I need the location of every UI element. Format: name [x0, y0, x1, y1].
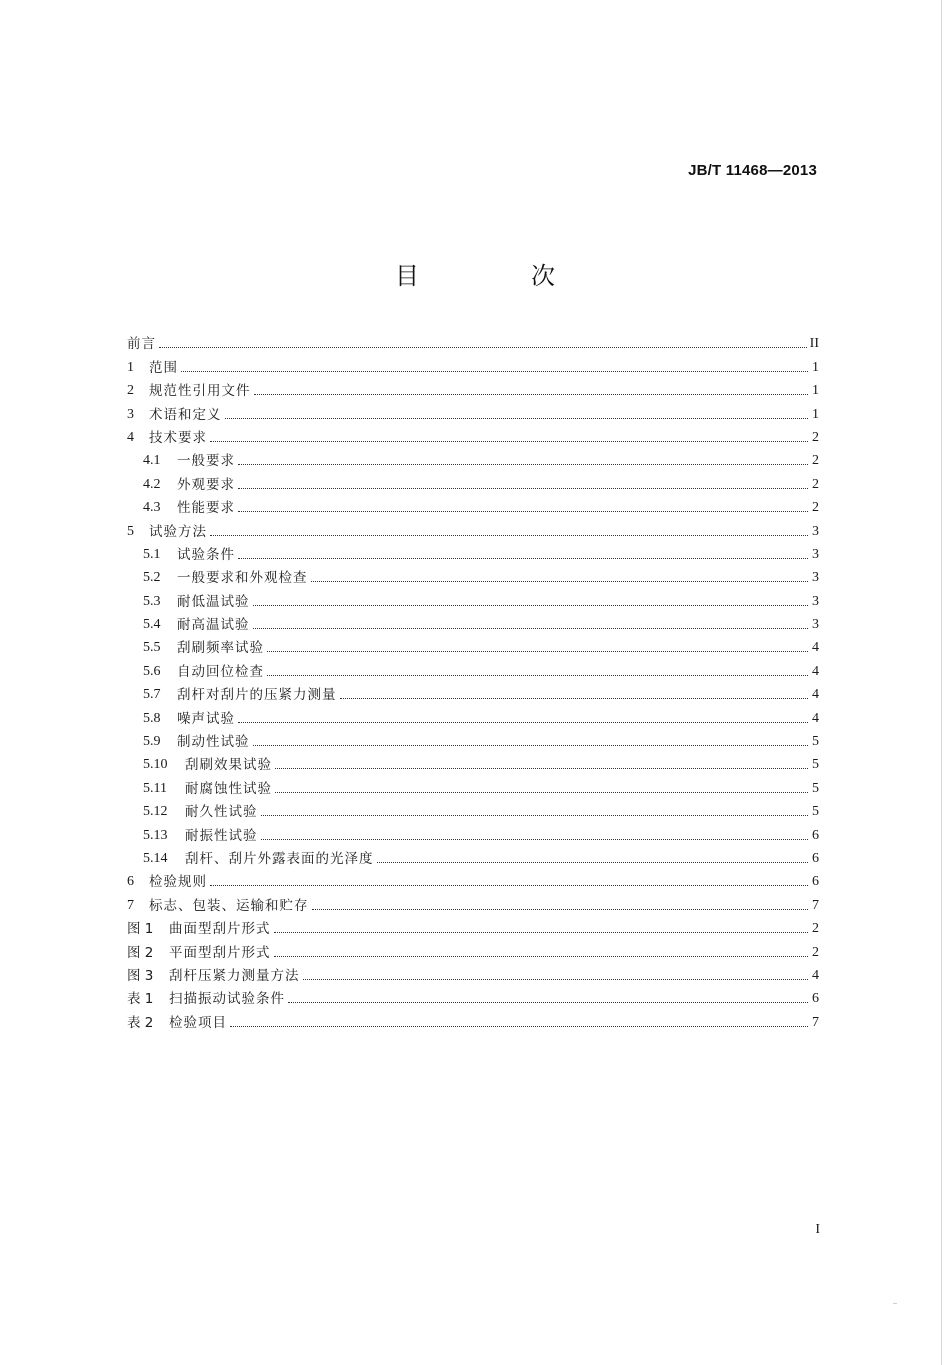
- toc-entry-number: 4.2: [143, 476, 161, 492]
- toc-entry-label: 耐久性试验: [185, 804, 258, 821]
- toc-entry-label: 试验条件: [177, 546, 235, 563]
- toc-entry-page: 5: [812, 804, 819, 820]
- toc-entry[interactable]: [127, 493, 819, 516]
- toc-entry[interactable]: [127, 961, 819, 984]
- toc-entry-label: 曲面型刮片形式: [169, 921, 271, 938]
- toc-entry-label: 性能要求: [177, 500, 235, 517]
- toc-entry-number: 5.13: [143, 827, 168, 843]
- dot-leader: [238, 464, 808, 465]
- dot-leader: [253, 605, 809, 606]
- toc-entry-page: 6: [812, 850, 819, 866]
- toc-entry[interactable]: [127, 563, 819, 586]
- toc-entry-page: 5: [812, 757, 819, 773]
- toc-entry-page: 4: [812, 663, 819, 679]
- toc-entry-page: 2: [812, 429, 819, 445]
- toc-entry-page: 2: [812, 476, 819, 492]
- toc-entry-number: 5.4: [143, 617, 161, 633]
- toc-entry-page: 4: [812, 687, 819, 703]
- scan-speck: [893, 1303, 897, 1304]
- toc-entry[interactable]: [127, 586, 819, 609]
- dot-leader: [210, 441, 808, 442]
- toc-entry-page: 2: [812, 921, 819, 937]
- dot-leader: [261, 815, 809, 816]
- dot-leader: [274, 956, 809, 957]
- toc-entry-label: 耐振性试验: [185, 827, 258, 844]
- toc-entry-label: 刮刷频率试验: [177, 640, 264, 657]
- toc-entry-label: 术语和定义: [149, 406, 222, 423]
- toc-entry-number: 2: [127, 383, 134, 399]
- toc-entry[interactable]: [127, 773, 819, 796]
- dot-leader: [340, 698, 809, 699]
- toc-entry-number: 5.12: [143, 804, 168, 820]
- dot-leader: [159, 347, 807, 348]
- dot-leader: [377, 862, 809, 863]
- toc-entry-number: 5.7: [143, 687, 161, 703]
- toc-entry-page: 6: [812, 991, 819, 1007]
- toc-entry-number: 4: [127, 429, 134, 445]
- toc-entry-page: 3: [812, 570, 819, 586]
- dot-leader: [238, 722, 808, 723]
- toc-entry-label: 耐腐蚀性试验: [185, 780, 272, 797]
- toc-entry-page: 4: [812, 640, 819, 656]
- toc-entry[interactable]: [127, 329, 819, 352]
- toc-entry-number: 5.3: [143, 593, 161, 609]
- toc-entry-page: 1: [812, 406, 819, 422]
- dot-leader: [288, 1002, 808, 1003]
- toc-entry-page: 5: [812, 734, 819, 750]
- dot-leader: [274, 932, 809, 933]
- toc-entry[interactable]: [127, 750, 819, 773]
- toc-title: 目 次: [395, 262, 599, 290]
- toc-entry[interactable]: [127, 399, 819, 422]
- dot-leader: [181, 371, 808, 372]
- toc-entry-label: 范围: [149, 359, 178, 376]
- toc-entry[interactable]: [127, 540, 819, 563]
- toc-entry-label: 耐高温试验: [177, 617, 250, 634]
- dot-leader: [238, 488, 808, 489]
- dot-leader: [210, 535, 808, 536]
- toc-entry-number: 1: [127, 359, 134, 375]
- toc-entry-number: 3: [127, 406, 134, 422]
- page-edge: [941, 0, 942, 1365]
- toc-entry-label: 技术要求: [149, 429, 207, 446]
- toc-entry-label: 一般要求: [177, 453, 235, 470]
- standard-code: JB/T 11468—2013: [688, 162, 817, 179]
- toc-entry-page: 2: [812, 453, 819, 469]
- toc-entry[interactable]: [127, 469, 819, 492]
- toc-entry[interactable]: [127, 844, 819, 867]
- toc-entry-number: 5.11: [143, 780, 167, 796]
- toc-entry-page: 6: [812, 827, 819, 843]
- toc-entry-page: 5: [812, 780, 819, 796]
- toc-entry-label: 耐低温试验: [177, 593, 250, 610]
- dot-leader: [253, 628, 809, 629]
- toc-entry-label: 刮刷效果试验: [185, 757, 272, 774]
- toc-entry[interactable]: [127, 656, 819, 679]
- toc-entry[interactable]: [127, 890, 819, 913]
- toc-entry-label: 平面型刮片形式: [169, 944, 271, 961]
- table-of-contents: [127, 329, 819, 1031]
- toc-entry-label: 刮杆压紧力测量方法: [169, 967, 300, 984]
- dot-leader: [238, 511, 808, 512]
- toc-entry-number: 7: [127, 897, 134, 913]
- toc-entry-number: 图 2: [127, 944, 154, 961]
- dot-leader: [275, 792, 808, 793]
- toc-entry-number: 图 3: [127, 967, 154, 984]
- toc-entry-number: 5.6: [143, 663, 161, 679]
- page-number: I: [815, 1222, 820, 1237]
- toc-entry[interactable]: [127, 376, 819, 399]
- dot-leader: [254, 394, 809, 395]
- toc-entry-page: 2: [812, 944, 819, 960]
- toc-entry-label: 一般要求和外观检查: [177, 570, 308, 587]
- toc-entry[interactable]: [127, 610, 819, 633]
- toc-entry[interactable]: [127, 727, 819, 750]
- toc-entry-page: 4: [812, 710, 819, 726]
- dot-leader: [311, 581, 809, 582]
- toc-entry-page: 7: [812, 897, 819, 913]
- dot-leader: [312, 909, 809, 910]
- dot-leader: [253, 745, 809, 746]
- toc-entry-page: II: [809, 336, 819, 352]
- toc-entry[interactable]: [127, 937, 819, 960]
- toc-entry-number: 5.8: [143, 710, 161, 726]
- toc-entry[interactable]: [127, 797, 819, 820]
- toc-entry-number: 5: [127, 523, 134, 539]
- toc-entry-number: 5.5: [143, 640, 161, 656]
- dot-leader: [225, 418, 809, 419]
- toc-entry-label: 噪声试验: [177, 710, 235, 727]
- toc-entry-label: 制动性试验: [177, 734, 250, 751]
- dot-leader: [230, 1026, 808, 1027]
- toc-entry-label: 扫描振动试验条件: [169, 991, 285, 1008]
- toc-entry[interactable]: [127, 446, 819, 469]
- toc-entry-page: 3: [812, 593, 819, 609]
- toc-entry-page: 2: [812, 500, 819, 516]
- toc-entry[interactable]: [127, 914, 819, 937]
- toc-entry-number: 图 1: [127, 921, 154, 938]
- toc-entry-number: 5.2: [143, 570, 161, 586]
- toc-entry-label: 规范性引用文件: [149, 383, 251, 400]
- toc-entry[interactable]: [127, 867, 819, 890]
- toc-entry[interactable]: [127, 423, 819, 446]
- toc-entry-number: 5.14: [143, 850, 168, 866]
- toc-entry-number: 4.1: [143, 453, 161, 469]
- toc-entry-label: 试验方法: [149, 523, 207, 540]
- toc-entry-number: 5.1: [143, 546, 161, 562]
- toc-entry-number: 5.10: [143, 757, 168, 773]
- toc-entry-number: 5.9: [143, 734, 161, 750]
- toc-entry[interactable]: [127, 352, 819, 375]
- toc-entry[interactable]: [127, 984, 819, 1007]
- toc-entry-page: 3: [812, 523, 819, 539]
- toc-entry[interactable]: [127, 516, 819, 539]
- toc-entry-label: 刮杆对刮片的压紧力测量: [177, 687, 337, 704]
- toc-entry[interactable]: [127, 1007, 819, 1030]
- toc-entry-page: 1: [812, 359, 819, 375]
- toc-entry-label: 检验规则: [149, 874, 207, 891]
- dot-leader: [238, 558, 808, 559]
- toc-entry-page: 4: [812, 967, 819, 983]
- toc-entry-label: 自动回位检查: [177, 663, 264, 680]
- toc-entry-label: 标志、包装、运输和贮存: [149, 897, 309, 914]
- toc-entry-page: 6: [812, 874, 819, 890]
- toc-entry-page: 1: [812, 383, 819, 399]
- toc-entry[interactable]: [127, 703, 819, 726]
- dot-leader: [303, 979, 809, 980]
- toc-entry-page: 3: [812, 546, 819, 562]
- dot-leader: [267, 675, 808, 676]
- toc-entry-label: 前言: [127, 336, 156, 353]
- toc-entry-label: 检验项目: [169, 1014, 227, 1031]
- toc-entry-number: 表 1: [127, 991, 154, 1008]
- toc-entry-number: 6: [127, 874, 134, 890]
- toc-entry[interactable]: [127, 820, 819, 843]
- dot-leader: [210, 885, 808, 886]
- dot-leader: [267, 651, 808, 652]
- dot-leader: [261, 839, 809, 840]
- dot-leader: [275, 768, 808, 769]
- toc-entry-page: 3: [812, 617, 819, 633]
- toc-entry-label: 刮杆、刮片外露表面的光泽度: [185, 850, 374, 867]
- toc-entry-number: 表 2: [127, 1014, 154, 1031]
- toc-entry-number: 4.3: [143, 500, 161, 516]
- toc-entry[interactable]: [127, 633, 819, 656]
- toc-entry-label: 外观要求: [177, 476, 235, 493]
- toc-entry[interactable]: [127, 680, 819, 703]
- toc-entry-page: 7: [812, 1014, 819, 1030]
